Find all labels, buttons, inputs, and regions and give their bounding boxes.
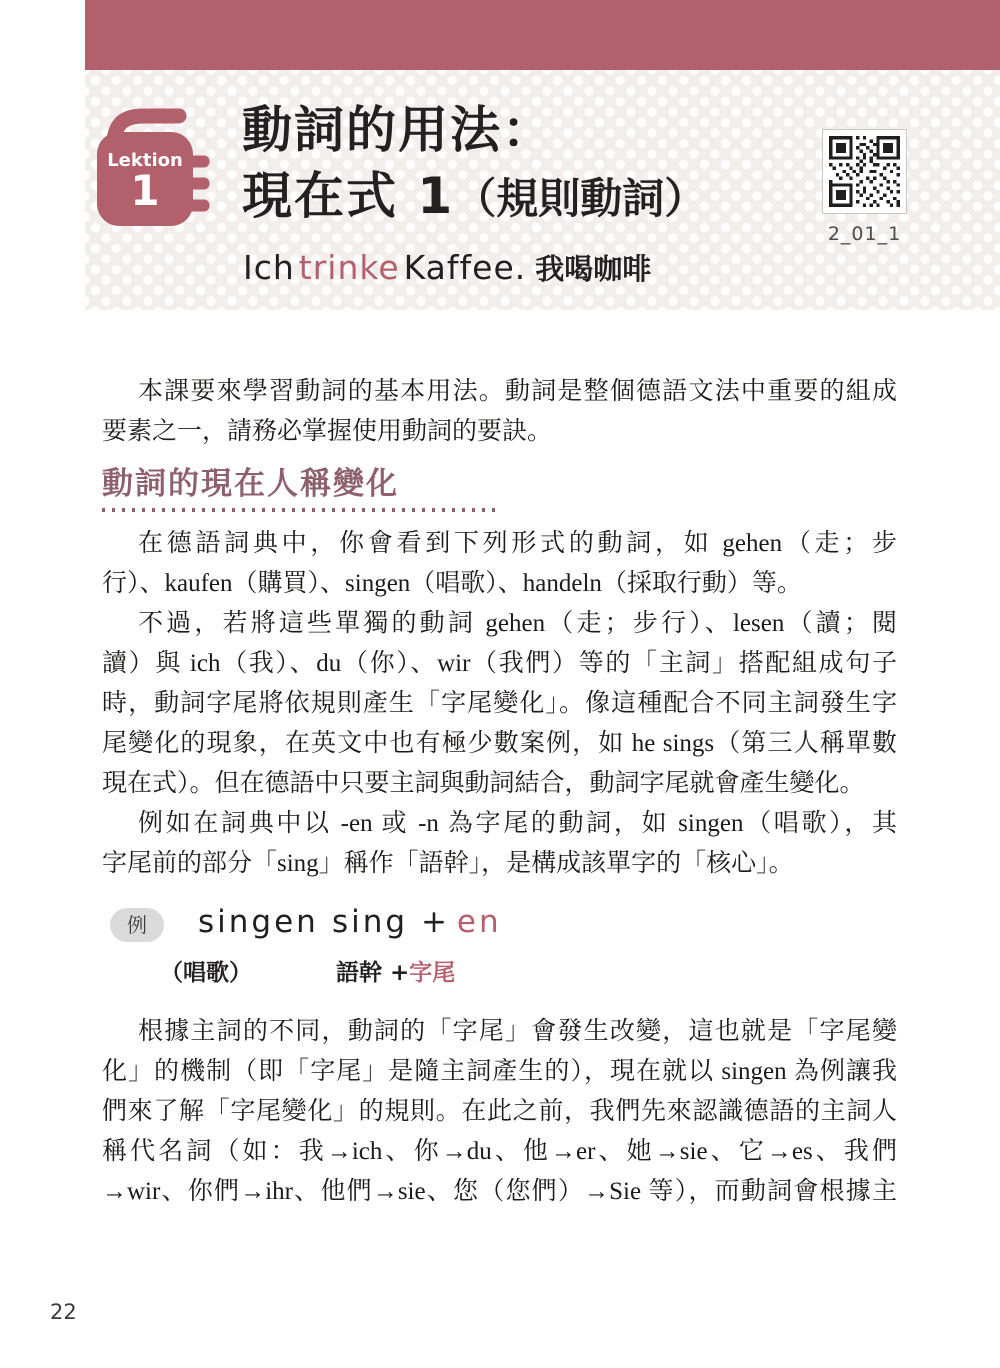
body-line: 例如在詞典中以 -en 或 -n 為字尾的動詞，如 singen（唱歌），其	[138, 810, 897, 837]
section-heading-underline	[102, 508, 498, 512]
lesson-title	[242, 98, 706, 233]
example-formula: sing + en	[332, 904, 502, 940]
example-ending: en	[456, 904, 502, 940]
subtitle-translation: 我喝咖啡	[535, 252, 652, 286]
paragraph	[102, 524, 897, 604]
example-stem-label: 語幹 +	[336, 960, 410, 986]
paragraph	[102, 604, 897, 804]
lesson-title-line1: 動詞的用法：	[242, 101, 554, 159]
body-line: 讀）與 ich（我）、du（你）、wir（我們）等的「主詞」搭配組成句子	[102, 650, 897, 677]
lesson-number: 1	[130, 166, 160, 215]
body-line: 稱代名詞（如：我→ich、你→du、他→er、她→sie、它→es、我們	[102, 1138, 897, 1165]
body-line: →wir、你們→ihr、他們→sie、您（您們）→Sie 等），而動詞會根據主	[102, 1178, 897, 1205]
body-line: 本課要來學習動詞的基本用法。動詞是整個德語文法中重要的組成	[138, 378, 897, 405]
example-word-gloss: （唱歌）	[160, 960, 252, 986]
body-line: 字尾前的部分「sing」稱作「語幹」，是構成該單字的「核心」。	[102, 850, 794, 877]
body-line: 不過，若將這些單獨的動詞 gehen（走；步行）、lesen（讀；閱	[138, 610, 897, 637]
lesson-book-icon	[93, 108, 217, 230]
example-block	[102, 902, 897, 998]
header-bar	[85, 0, 1000, 70]
qr-block	[822, 129, 909, 245]
qr-code	[822, 129, 907, 214]
example-labels	[336, 954, 455, 987]
body-line: 現在式）。但在德語中只要主詞與動詞結合，動詞字尾就會產生變化。	[102, 770, 865, 797]
lesson-subtitle: Ich trinke Kaffee. 我喝咖啡	[243, 248, 652, 287]
paragraph	[102, 1012, 897, 1212]
lesson-label: Lektion	[107, 150, 183, 171]
body-line: 在德語詞典中，你會看到下列形式的動詞，如 gehen（走；步	[138, 530, 897, 557]
body-line: 行）、kaufen（購買）、singen（唱歌）、handeln（採取行動）等。	[102, 570, 802, 597]
section-heading-block	[102, 466, 897, 512]
section-heading: 動詞的現在人稱變化	[102, 466, 399, 502]
body-line: 化」的機制（即「字尾」是隨主詞產生的），現在就以 singen 為例讓我	[102, 1058, 897, 1085]
lesson-title-line2: 現在式 1（規則動詞）	[242, 167, 707, 225]
subtitle-highlight: trinke	[298, 248, 400, 287]
intro-paragraph	[102, 372, 897, 452]
example-ending-label: 字尾	[409, 960, 456, 986]
example-badge: 例	[110, 908, 164, 942]
body-line: 根據主詞的不同，動詞的「字尾」會發生改變，這也就是「字尾變	[138, 1018, 897, 1045]
page-number: 22	[50, 1300, 77, 1324]
body-line: 們來了解「字尾變化」的規則。在此之前，我們先來認識德語的主詞人	[102, 1098, 897, 1125]
qr-image	[829, 136, 900, 207]
qr-label: 2_01_1	[827, 223, 902, 245]
paragraph	[102, 804, 897, 884]
page-content	[102, 372, 897, 1212]
body-line: 時，動詞字尾將依規則產生「字尾變化」。像這種配合不同主詞發生字	[102, 690, 897, 717]
body-line: 尾變化的現象，在英文中也有極少數案例，如 he sings（第三人稱單數	[102, 730, 897, 757]
body-line: 要素之一，請務必掌握使用動詞的要訣。	[102, 418, 553, 445]
lesson-title-paren: （規則動詞）	[454, 174, 707, 223]
example-word: singen	[198, 904, 319, 940]
